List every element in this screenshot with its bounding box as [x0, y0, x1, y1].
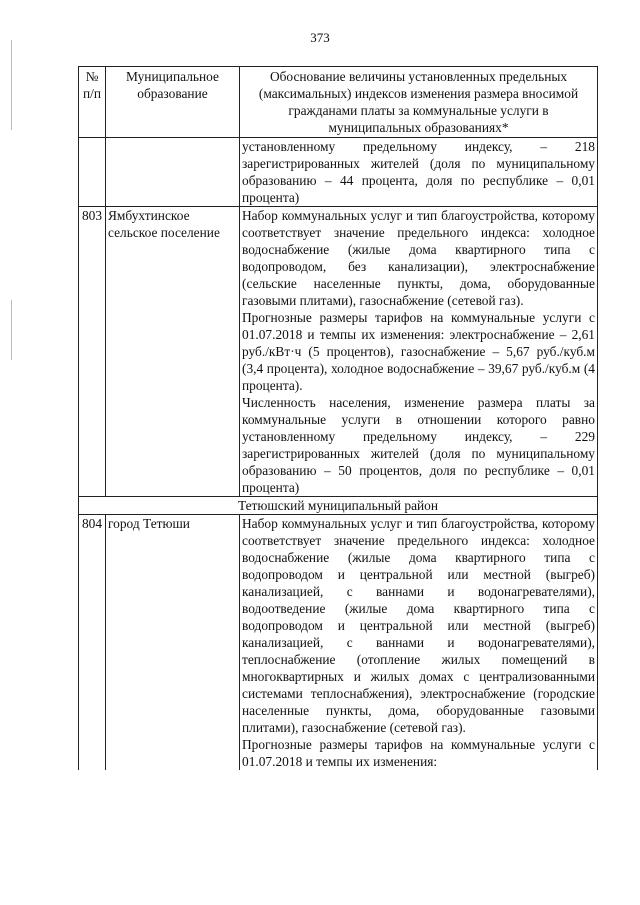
continuation-text-cell: [240, 138, 598, 207]
row-municipality: Ямбухтинское сельское поселение: [106, 207, 240, 497]
scan-margin-mark: [11, 300, 12, 360]
district-name: Тетюшский муниципальный район: [79, 497, 598, 515]
table-row-continuation: [79, 138, 598, 207]
row-justification: [240, 515, 598, 771]
row-num: 803: [79, 207, 106, 497]
header-justification: Обоснование величины установленных предельных (максимальных) индексов изменения размера вносимой гражданами платы за коммунальные услуги в муниципальных образованиях*: [240, 67, 598, 138]
table-row-804: [79, 515, 598, 771]
continuation-paragraph: установленному предельному индексу, – 218 зарегистрированных жителей (доля по муниципальному образованию – 44 процента, доля по республике – 0,01 процента): [242, 139, 595, 205]
scan-margin-mark: [11, 40, 12, 130]
table-row-803: [79, 207, 598, 497]
row-justification: [240, 207, 598, 497]
justification-paragraph-set: Набор коммунальных услуг и тип благоустройства, которому соответствует значение предельного индекса: холодное водоснабжение (жилые дома квартирного типа с водопроводом, без канализации), электроснабжение (сельские населенные пункты, дома, оборудованные газовыми плитами), газоснабжение (сетевой газ).: [242, 208, 595, 308]
justification-paragraph-population: Численность населения, изменение размера платы за коммунальные услуги в отношении которого равно установленному предельному индексу, – 229 зарегистрированных жителей (доля по муниципальному образованию – 50 процентов, доля по республике – 0,01 процента): [242, 395, 595, 495]
row-municipality: город Тетюши: [106, 515, 240, 771]
district-row: [79, 497, 598, 515]
justification-paragraph-tariffs: Прогнозные размеры тарифов на коммунальные услуги с 01.07.2018 и темпы их изменения: электроснабжение – 2,61 руб./кВт·ч (5 процентов), газоснабжение – 5,67 руб./куб.м (3,4 процента), холодное водоснабжение – 39,67 руб./куб.м (4 процента).: [242, 310, 595, 393]
justification-paragraph-tariffs: Прогнозные размеры тарифов на коммунальные услуги с 01.07.2018 и темпы их изменения:: [242, 737, 595, 769]
continuation-num-cell: [79, 138, 106, 207]
row-num: 804: [79, 515, 106, 771]
justification-paragraph-set: Набор коммунальных услуг и тип благоустройства, которому соответствует значение предельного индекса: холодное водоснабжение (жилые дома квартирного типа с водопроводом и центральной или местной (выгреб) канализацией, с ваннами и водонагревателями), водоотведение (жилые дома квартирного типа с водопроводом и центральной или местной (выгреб) канализацией, с ваннами и водонагревателями), теплоснабжение (отопление жилых помещений в многоквартирных и жилых домах с централизованными системами теплоснабжения), электроснабжение (городские населенные пункты, дома, оборудованные газовыми плитами), газоснабжение (сетевой газ).: [242, 516, 595, 735]
continuation-municipality-cell: [106, 138, 240, 207]
tariff-justification-table: [78, 66, 598, 770]
header-num: № п/п: [79, 67, 106, 138]
page-number: 373: [310, 30, 330, 45]
table-header-row: [79, 67, 598, 138]
header-municipality: Муниципальное образование: [106, 67, 240, 138]
